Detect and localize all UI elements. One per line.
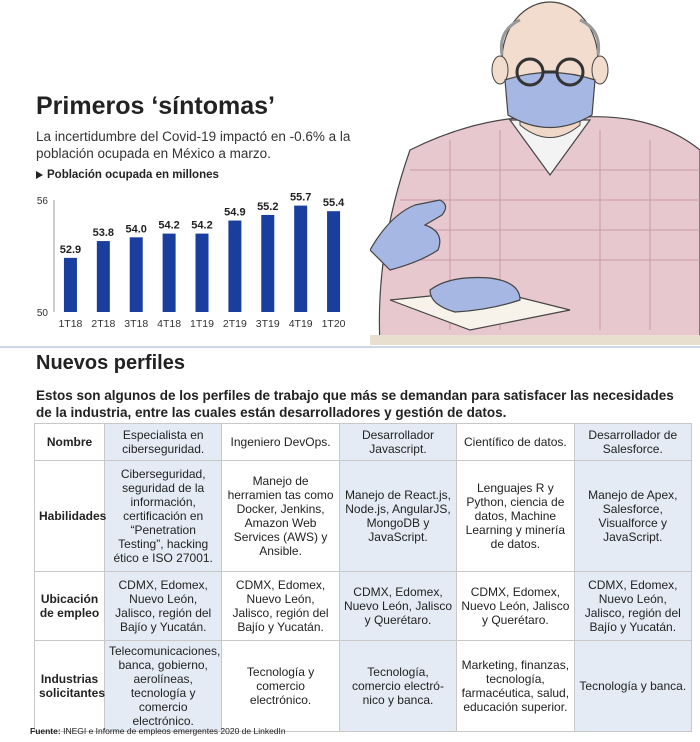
x-tick-label: 3T19 (255, 318, 280, 330)
bar (327, 211, 340, 312)
table-row (35, 461, 692, 572)
bar-chart (30, 190, 360, 340)
bar-value-label: 54.2 (158, 219, 180, 232)
x-tick-label: 4T18 (157, 318, 182, 330)
table-row (35, 572, 692, 641)
x-tick-label: 3T18 (124, 318, 149, 330)
table-cell: Desarrollador de Salesforce. (574, 424, 691, 461)
bar-value-label: 54.2 (191, 219, 213, 232)
chart-legend (36, 169, 219, 181)
table-cell: Tecnología y banca. (574, 641, 691, 732)
table-cell: Ciberseguridad, seguridad de la información, certificación en “Penetration Testing”, hacking ético e ISO 27001. (105, 461, 222, 572)
bar-value-label: 55.7 (289, 191, 312, 204)
table-cell: Tecnología, comercio electró- nico y banca. (339, 641, 456, 732)
section-title: Nuevos perfiles (36, 352, 185, 374)
bar-value-label: 52.9 (59, 243, 82, 256)
table-cell: Telecomunicaciones, banca, gobierno, aerolíneas, tecnología y comercio electrónico. (105, 641, 222, 732)
x-tick-label: 1T18 (58, 318, 83, 330)
legend-marker-icon (36, 171, 43, 179)
source-text: INEGI e Informe de empleos emergentes 2020 de LinkedIn (63, 726, 286, 736)
table-row (35, 641, 692, 732)
table-cell: Lenguajes R y Python, ciencia de datos, Machine Learning y minería de datos. (457, 461, 574, 572)
bar (261, 215, 274, 312)
section-divider (0, 346, 700, 348)
bar (228, 221, 241, 312)
x-tick-label: 2T19 (222, 318, 247, 330)
table-cell: Desarrollador Javascript. (339, 424, 456, 461)
legend-label: Población ocupada en millones (47, 169, 219, 181)
subtitle: La incertidumbre del Covid-19 impactó en -0.6% a la población ocupada en México a marzo. (36, 129, 351, 161)
bar-value-label: 55.4 (322, 197, 345, 210)
source-note (30, 726, 286, 736)
y-tick-label: 50 (36, 308, 48, 319)
table-cell: Manejo de React.js, Node.js, AngularJS, MongoDB y JavaScript. (339, 461, 456, 572)
row-header: Industrias solicitantes (35, 641, 105, 732)
bar (130, 237, 143, 312)
source-label: Fuente: (30, 726, 61, 736)
y-tick-label: 56 (36, 196, 48, 207)
page-title: Primeros ‘síntomas’ (36, 92, 275, 120)
table-cell: Manejo de Apex, Salesforce, Visualforce y JavaScript. (574, 461, 691, 572)
x-tick-label: 4T19 (288, 318, 313, 330)
profiles-table (34, 423, 692, 732)
bar (196, 234, 209, 312)
row-header: Ubicación de empleo (35, 572, 105, 641)
x-tick-label: 2T18 (91, 318, 116, 330)
table-cell: Especialista en ciberseguridad. (105, 424, 222, 461)
masked-man-illustration (370, 0, 700, 345)
section-intro: Estos son algunos de los perfiles de trabajo que más se demandan para satisfacer las necesidades de la industria, entre las cuales están desarrolladores y gestión de datos. (36, 388, 674, 420)
x-tick-label: 1T20 (321, 318, 346, 330)
table-cell: CDMX, Edomex, Nuevo León, Jalisco, región del Bajío y Yucatán. (105, 572, 222, 641)
x-tick-label: 1T19 (190, 318, 214, 330)
bar (294, 206, 307, 312)
row-header: Habilidades (35, 461, 105, 572)
bar-value-label: 53.8 (92, 227, 115, 240)
table-cell: Tecnología y comercio electrónico. (222, 641, 339, 732)
row-header: Nombre (35, 424, 105, 461)
bar (64, 258, 77, 312)
table-cell: Científico de datos. (457, 424, 574, 461)
header-area (0, 0, 700, 345)
bar (97, 241, 110, 312)
bar-value-label: 55.2 (257, 200, 279, 213)
table-cell: Ingeniero DevOps. (222, 424, 339, 461)
table-cell: CDMX, Edomex, Nuevo León, Jalisco y Querétaro. (339, 572, 456, 641)
table-cell: CDMX, Edomex, Nuevo León, Jalisco, región del Bajío y Yucatán. (222, 572, 339, 641)
bar-value-label: 54.9 (224, 206, 246, 219)
table-row (35, 424, 692, 461)
bar (163, 234, 176, 312)
table-cell: CDMX, Edomex, Nuevo León, Jalisco, región del Bajío y Yucatán. (574, 572, 691, 641)
bar-value-label: 54.0 (125, 223, 147, 236)
table-cell: Manejo de herramien tas como Docker, Jenkins, Amazon Web Services (AWS) y Ansible. (222, 461, 339, 572)
table-cell: CDMX, Edomex, Nuevo León, Jalisco y Querétaro. (457, 572, 574, 641)
table-cell: Marketing, finanzas, tecnología, farmacéutica, salud, educación superior. (457, 641, 574, 732)
